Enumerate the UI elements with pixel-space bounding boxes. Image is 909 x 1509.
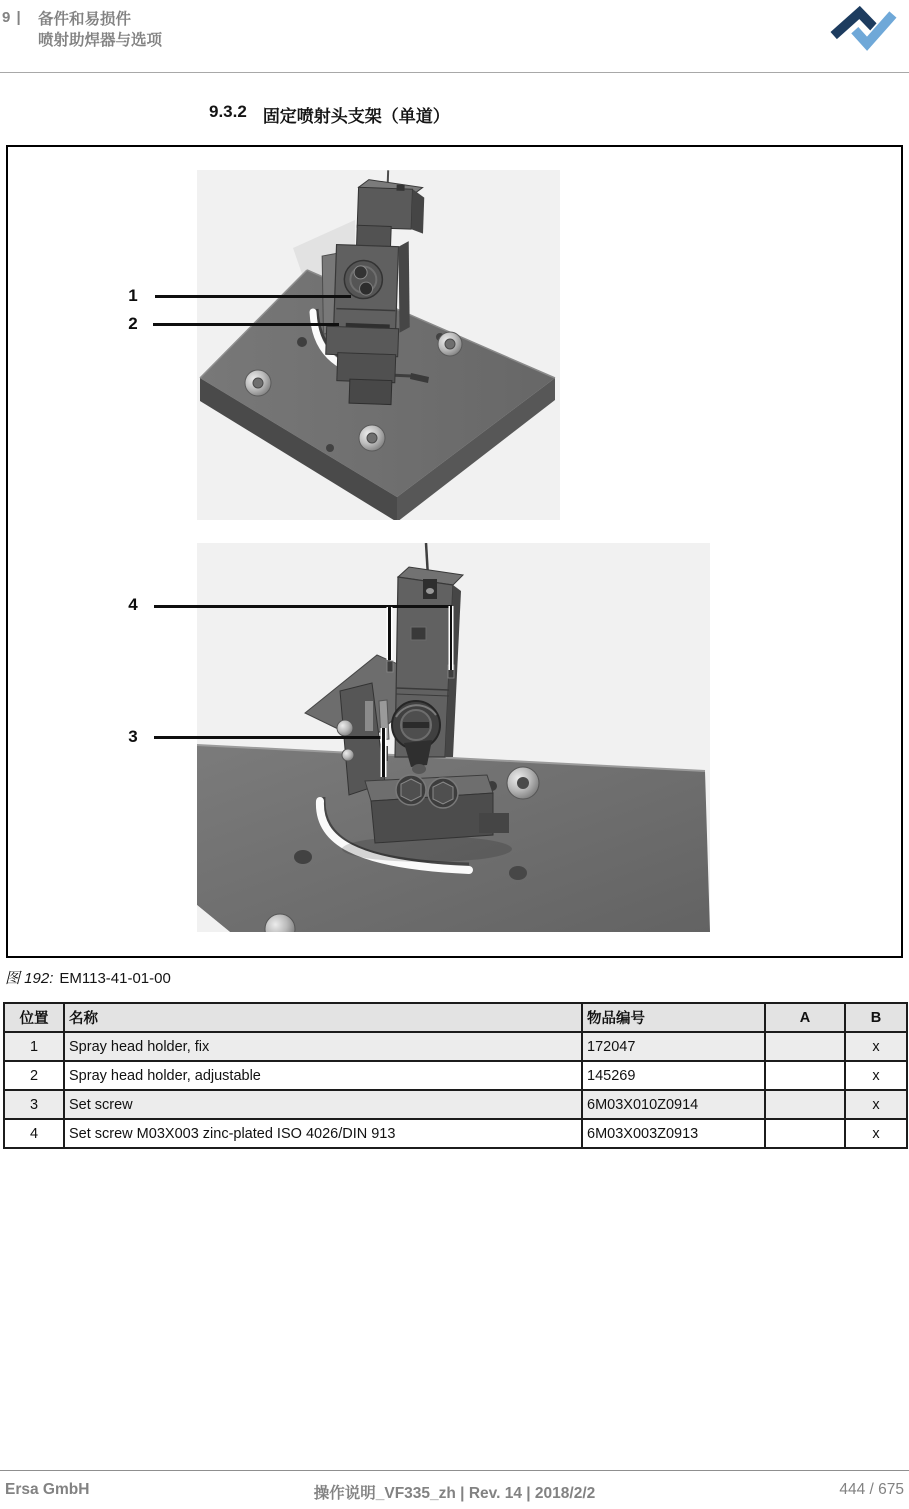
cell-a bbox=[765, 1032, 845, 1061]
col-header-part-number: 物品编号 bbox=[582, 1003, 765, 1032]
cell-name: Spray head holder, adjustable bbox=[64, 1061, 582, 1090]
cell-a bbox=[765, 1061, 845, 1090]
chapter-titles bbox=[38, 9, 162, 51]
table-row bbox=[4, 1119, 907, 1148]
table-row bbox=[4, 1090, 907, 1119]
callout-3-tick bbox=[382, 728, 385, 777]
footer-company: Ersa GmbH bbox=[5, 1481, 90, 1498]
col-header-name: 名称 bbox=[64, 1003, 582, 1032]
cell-part-number: 145269 bbox=[582, 1061, 765, 1090]
callout-1-label: 1 bbox=[128, 286, 138, 305]
cell-b: x bbox=[845, 1032, 907, 1061]
cell-part-number: 6M03X003Z0913 bbox=[582, 1119, 765, 1148]
cell-position: 1 bbox=[4, 1032, 64, 1061]
figure-caption-label: 图 192: bbox=[5, 970, 54, 987]
chapter-number: 9 | bbox=[2, 9, 22, 26]
cell-a bbox=[765, 1119, 845, 1148]
callout-4-label: 4 bbox=[128, 595, 138, 614]
callout-4-bracket-left bbox=[388, 607, 391, 660]
callout-3-label: 3 bbox=[128, 727, 138, 746]
hex-screw bbox=[396, 775, 426, 805]
callout-2-label: 2 bbox=[128, 314, 138, 333]
cell-a bbox=[765, 1090, 845, 1119]
callout-4-bracket-right bbox=[450, 606, 453, 670]
cell-position: 4 bbox=[4, 1119, 64, 1148]
footer-page-number: 444 / 675 bbox=[839, 1481, 904, 1498]
cell-part-number: 172047 bbox=[582, 1032, 765, 1061]
ersa-logo-icon bbox=[816, 4, 897, 59]
cell-b: x bbox=[845, 1090, 907, 1119]
top-figure-image bbox=[197, 170, 560, 520]
cell-name: Set screw M03X003 zinc-plated ISO 4026/DIN 913 bbox=[64, 1119, 582, 1148]
callout-3-leader-line bbox=[154, 736, 383, 739]
cell-position: 2 bbox=[4, 1061, 64, 1090]
table-row bbox=[4, 1032, 907, 1061]
footer-document-info: 操作说明_VF335_zh | Rev. 14 | 2018/2/2 bbox=[313, 1485, 596, 1502]
chapter-subtitle: 喷射助焊器与选项 bbox=[38, 32, 163, 49]
section-number: 9.3.2 bbox=[209, 102, 247, 121]
section-heading bbox=[209, 102, 450, 127]
col-header-a: A bbox=[765, 1003, 845, 1032]
col-header-position: 位置 bbox=[4, 1003, 64, 1032]
callout-2-leader-line bbox=[153, 323, 339, 326]
cell-name: Spray head holder, fix bbox=[64, 1032, 582, 1061]
table-header-row bbox=[4, 1003, 907, 1032]
section-title: 固定喷射头支架（单道） bbox=[262, 107, 450, 126]
cell-position: 3 bbox=[4, 1090, 64, 1119]
callout-4-leader-line bbox=[154, 605, 452, 608]
parts-table bbox=[3, 1002, 908, 1149]
table-row bbox=[4, 1061, 907, 1090]
figure-frame bbox=[6, 145, 903, 958]
cell-b: x bbox=[845, 1119, 907, 1148]
hex-screw bbox=[428, 778, 458, 808]
chapter-title: 备件和易损件 bbox=[38, 11, 132, 28]
ersa-logo-svg bbox=[816, 4, 897, 59]
cell-b: x bbox=[845, 1061, 907, 1090]
cell-name: Set screw bbox=[64, 1090, 582, 1119]
col-header-b: B bbox=[845, 1003, 907, 1032]
cell-part-number: 6M03X010Z0914 bbox=[582, 1090, 765, 1119]
footer-divider bbox=[0, 1470, 909, 1471]
figure-caption-value: EM113-41-01-00 bbox=[59, 970, 171, 987]
header-divider bbox=[0, 72, 909, 73]
figure-caption bbox=[5, 967, 171, 988]
callout-1-leader-line bbox=[155, 295, 351, 298]
